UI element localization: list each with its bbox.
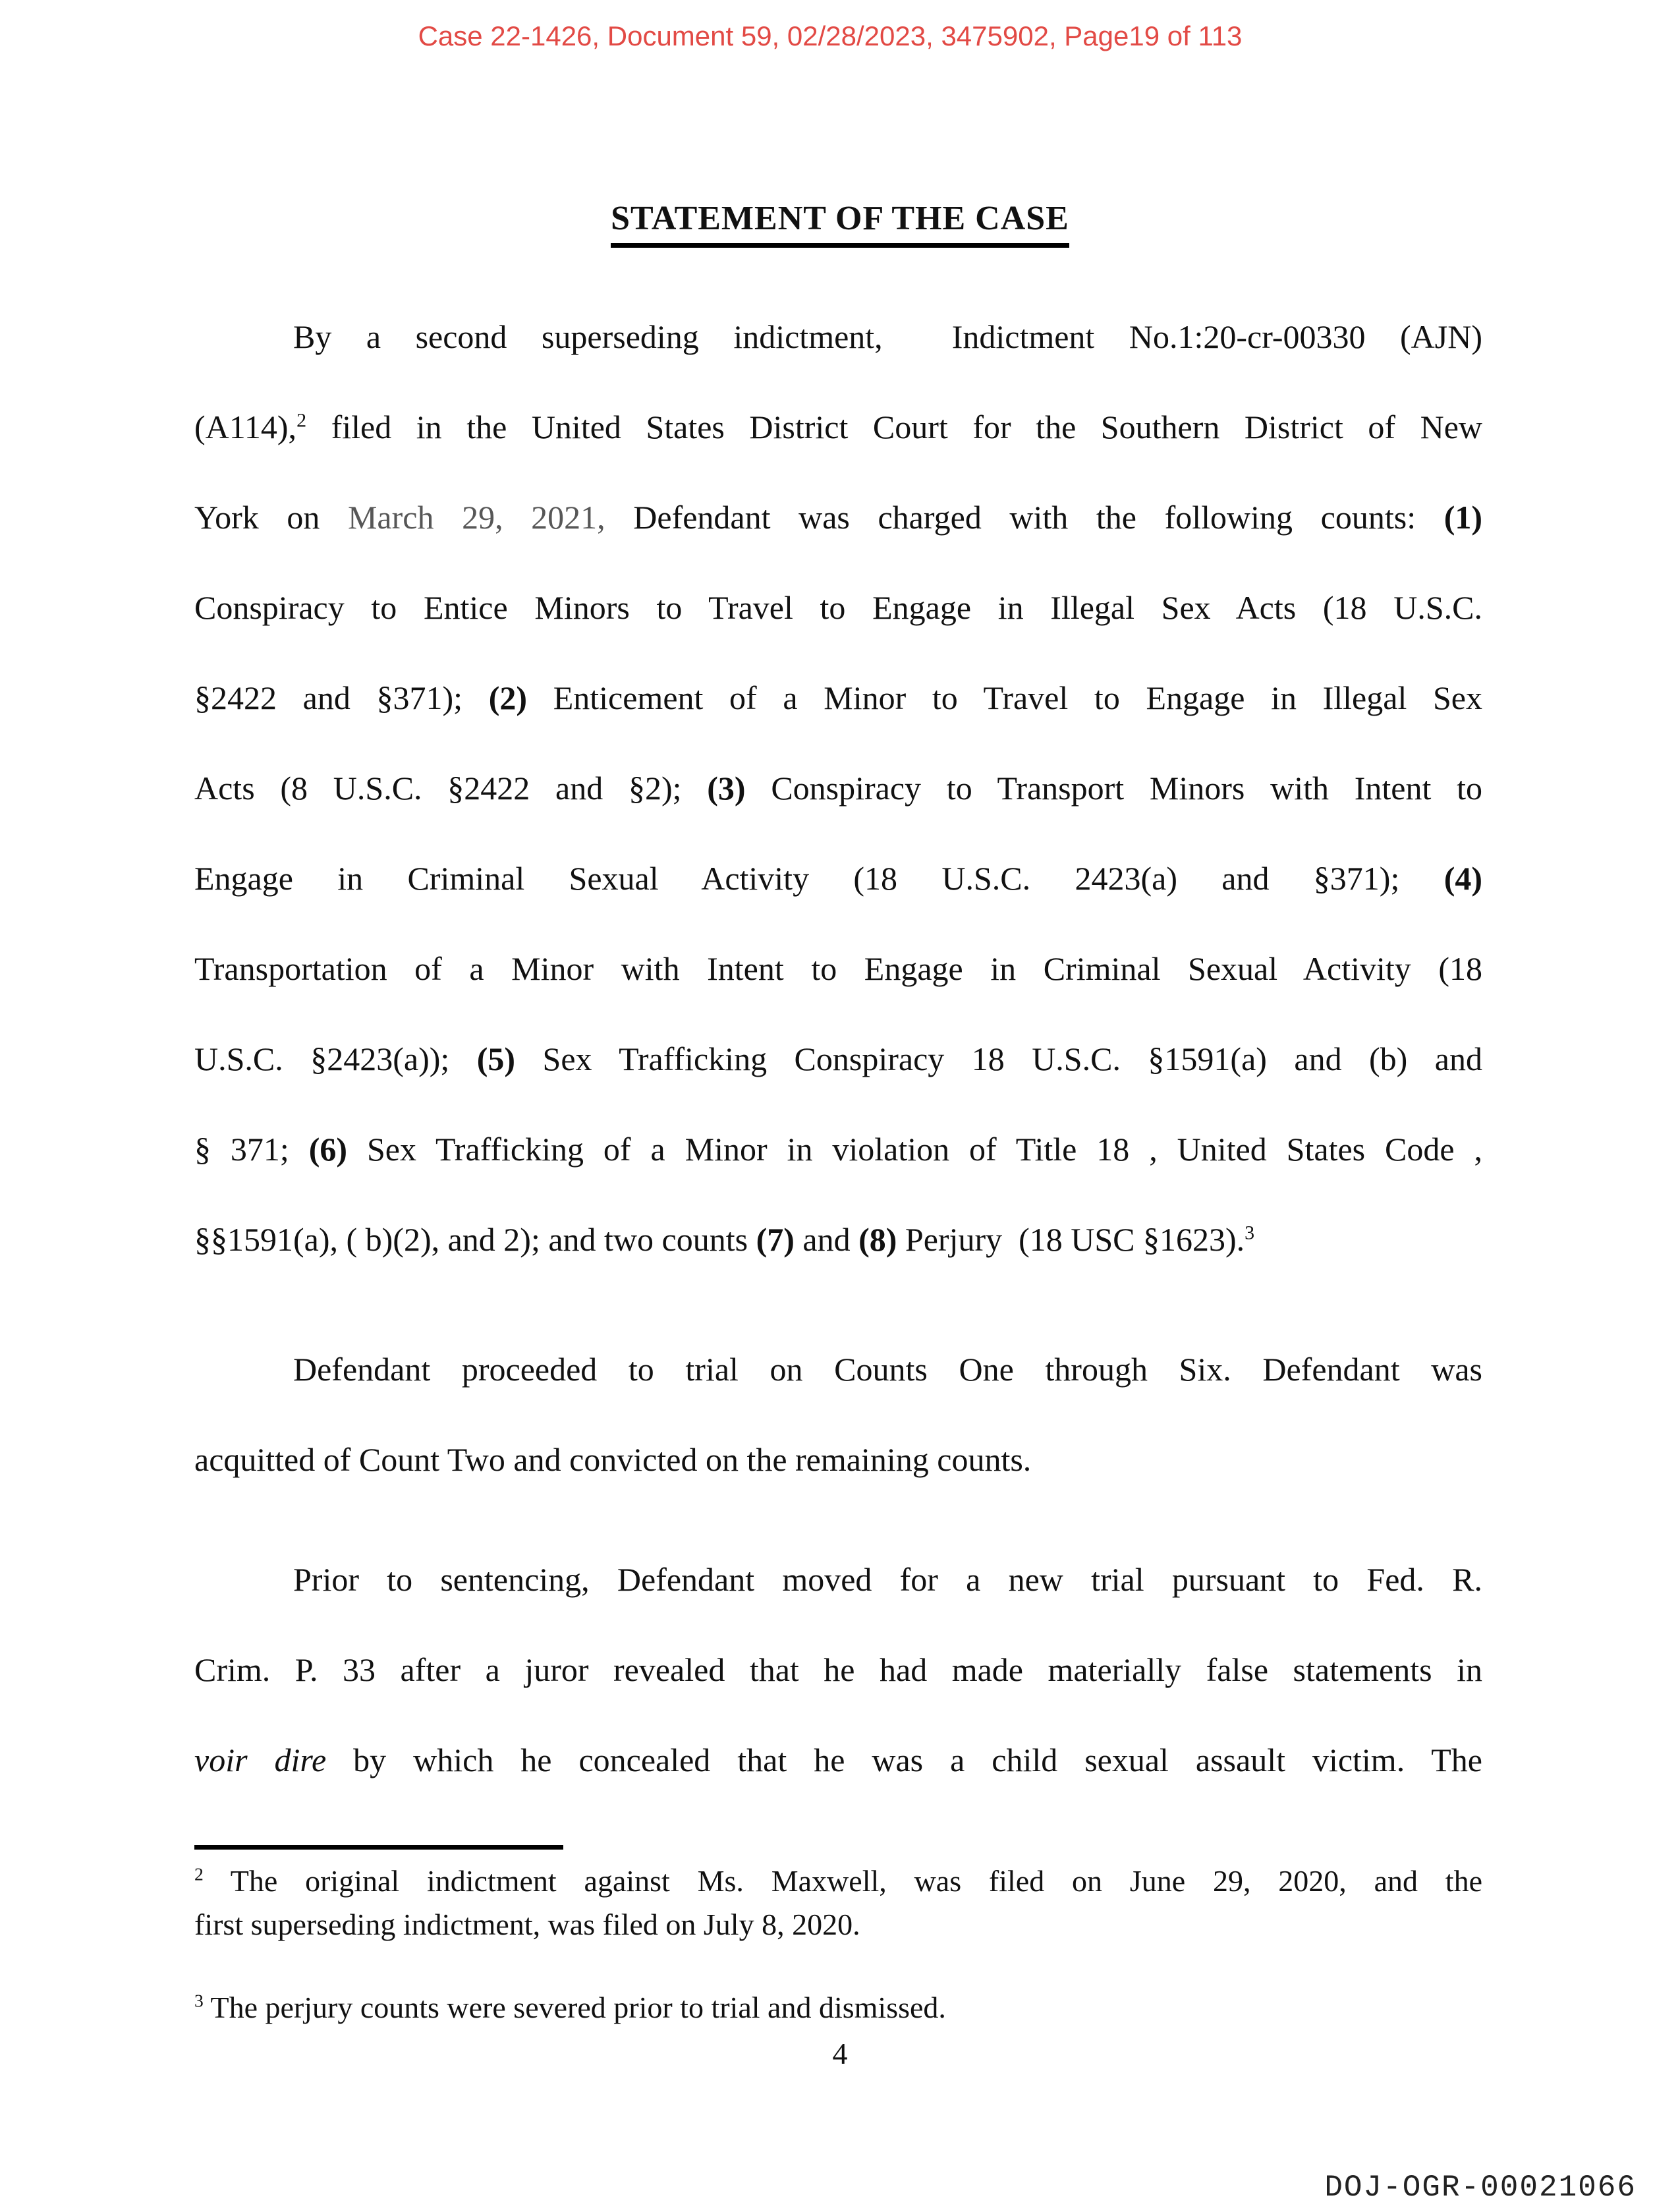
case-header-stamp: Case 22-1426, Document 59, 02/28/2023, 3475902, Page19 of 113 xyxy=(418,20,1243,51)
text-line xyxy=(194,924,1482,1014)
text-segment: Perjury (18 USC §1623). xyxy=(897,1221,1245,1258)
text-line xyxy=(194,743,1482,834)
text-segment: Acts (8 U.S.C. §2422 and §2); xyxy=(194,770,708,807)
text-segment: and xyxy=(794,1221,859,1258)
text-segment: (7) xyxy=(756,1221,795,1258)
text-line xyxy=(194,382,1482,472)
text-segment: voir dire xyxy=(194,1742,327,1778)
text-segment: § 371; xyxy=(194,1131,309,1168)
text-line xyxy=(194,1195,1482,1285)
text-segment: Sex Trafficking Conspiracy 18 U.S.C. §1591(a) and (b) and xyxy=(515,1040,1482,1077)
text-segment: (4) xyxy=(1443,860,1482,897)
text-line xyxy=(194,1415,1482,1505)
text-line xyxy=(194,1715,1482,1805)
paragraph xyxy=(194,1324,1482,1505)
footnote-reference: 2 xyxy=(194,1863,204,1885)
page-number: 4 xyxy=(832,2037,848,2070)
text-segment: Conspiracy to Entice Minors to Travel to Engage in Illegal Sex Acts (18 U.S.C. xyxy=(194,589,1482,626)
text-line xyxy=(194,1535,1482,1625)
text-segment: (1) xyxy=(1443,499,1482,536)
section-title xyxy=(0,199,1680,248)
text-segment: by which he concealed that he was a child sexual assault victim. The xyxy=(326,1742,1482,1778)
text-segment: filed in the United States District Court for the Southern District of New xyxy=(306,409,1482,445)
text-line xyxy=(194,1014,1482,1104)
text-segment: The original indictment against Ms. Maxwell, was filed on June 29, 2020, and the xyxy=(203,1864,1482,1898)
text-segment: first superseding indictment, was filed on July 8, 2020. xyxy=(194,1908,860,1941)
text-line xyxy=(194,1625,1482,1715)
text-line xyxy=(194,472,1482,563)
text-segment: Conspiracy to Transport Minors with Intent to xyxy=(745,770,1482,807)
text-segment: (5) xyxy=(476,1040,516,1077)
text-line xyxy=(194,1324,1482,1415)
text-segment: §2422 and §371); xyxy=(194,679,489,716)
text-line xyxy=(194,1986,1482,2029)
paragraph xyxy=(194,1986,1482,2029)
text-segment: York on xyxy=(194,499,348,536)
footnote-separator xyxy=(194,1845,563,1850)
text-line xyxy=(194,563,1482,653)
paragraph xyxy=(194,1859,1482,1946)
text-segment: The perjury counts were severed prior to trial and dismissed. xyxy=(203,1991,946,2024)
text-segment: U.S.C. §2423(a)); xyxy=(194,1040,477,1077)
text-segment: Enticement of a Minor to Travel to Engage in Illegal Sex xyxy=(527,679,1482,716)
text-segment: Crim. P. 33 after a juror revealed that he had made materially false statements in xyxy=(194,1651,1482,1688)
text-segment: (A114), xyxy=(194,409,297,445)
text-segment: Defendant was charged with the following counts: xyxy=(605,499,1444,536)
text-segment: (8) xyxy=(858,1221,897,1258)
section-title-text: STATEMENT OF THE CASE xyxy=(611,199,1069,248)
text-line xyxy=(194,1859,1482,1903)
text-segment: (6) xyxy=(308,1131,348,1168)
text-line xyxy=(194,1903,1482,1946)
text-segment: Engage in Criminal Sexual Activity (18 U.S.C. 2423(a) and §371); xyxy=(194,860,1444,897)
text-line xyxy=(194,653,1482,743)
text-line xyxy=(194,834,1482,924)
footnote-reference: 3 xyxy=(1245,1222,1255,1244)
text-segment: acquitted of Count Two and convicted on the remaining counts. xyxy=(194,1441,1032,1478)
footnote-reference: 2 xyxy=(296,409,307,432)
text-segment: Defendant proceeded to trial on Counts One through Six. Defendant was xyxy=(293,1351,1482,1388)
text-segment: (3) xyxy=(707,770,746,807)
footnote-reference: 3 xyxy=(194,1990,204,2011)
text-line xyxy=(194,292,1482,382)
text-segment: Prior to sentencing, Defendant moved for a new trial pursuant to Fed. R. xyxy=(293,1561,1482,1598)
text-segment: §§1591(a), ( b)(2), and 2); and two counts xyxy=(194,1221,756,1258)
paragraph xyxy=(194,1535,1482,1805)
body-text xyxy=(194,292,1482,1805)
bates-number: DOJ-OGR-00021066 xyxy=(1324,2170,1637,2205)
text-line xyxy=(194,1104,1482,1195)
text-segment: By a second superseding indictment, Indictment No.1:20-cr-00330 (AJN) xyxy=(293,318,1482,355)
text-segment: (2) xyxy=(488,679,528,716)
text-segment: March 29, 2021, xyxy=(347,499,605,536)
paragraph xyxy=(194,292,1482,1285)
footnotes xyxy=(194,1859,1482,2029)
text-segment: Transportation of a Minor with Intent to Engage in Criminal Sexual Activity (18 xyxy=(194,950,1482,987)
text-segment: Sex Trafficking of a Minor in violation of Title 18 , United States Code , xyxy=(347,1131,1482,1168)
